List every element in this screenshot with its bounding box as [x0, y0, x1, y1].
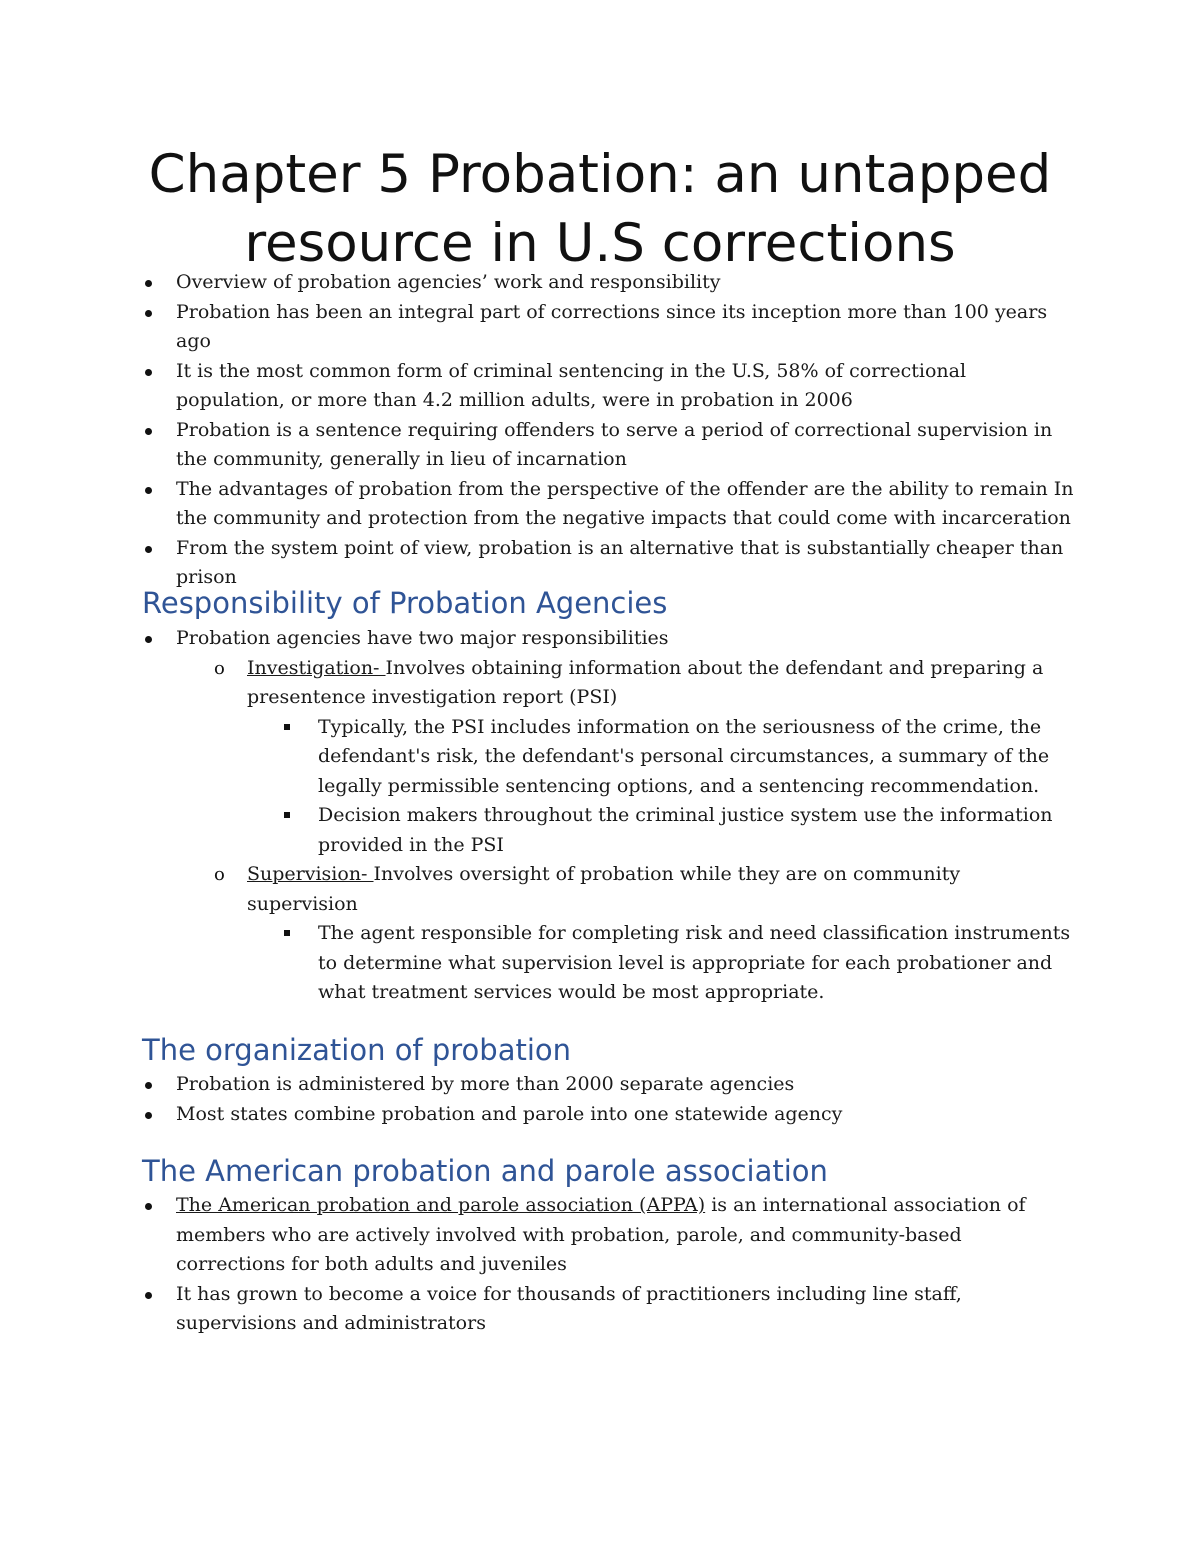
appa-bullet-list	[176, 1191, 1076, 1339]
organization-bullet-list	[176, 1070, 1076, 1129]
list-item: Probation is a sentence requiring offenders to serve a period of correctional supervision in the community, generally in lieu of incarnation	[176, 416, 1076, 475]
heading-responsibility: Responsibility of Probation Agencies	[142, 586, 668, 620]
investigation-details	[247, 713, 1076, 861]
heading-appa: The American probation and parole association	[142, 1154, 828, 1188]
supervision-text: Involves oversight of probation while they are on community supervision	[247, 863, 961, 915]
appa-description: is an international association of members who are actively involved with probation, parole, and community-based corrections for both adults and juveniles	[176, 1194, 1026, 1275]
list-item: Probation is administered by more than 2000 separate agencies	[176, 1070, 1076, 1100]
investigation-label: Investigation-	[247, 656, 386, 679]
responsibility-bullet-list	[176, 624, 1076, 1008]
list-item: Most states combine probation and parole into one statewide agency	[176, 1100, 1076, 1130]
list-item	[176, 1191, 1076, 1280]
detail-item: Decision makers throughout the criminal justice system use the information provided in the PSI	[318, 801, 1076, 860]
list-item: From the system point of view, probation is an alternative that is substantially cheaper than prison	[176, 534, 1076, 593]
heading-organization: The organization of probation	[142, 1033, 572, 1067]
list-item	[176, 624, 1076, 1008]
list-item: Overview of probation agencies’ work and responsibility	[176, 268, 1076, 298]
supervision-details	[247, 919, 1076, 1008]
supervision-label: Supervision-	[247, 863, 374, 885]
detail-item: Typically, the PSI includes information on the seriousness of the crime, the defendant's risk, the defendant's personal circumstances, a summary of the legally permissible sentencing options, and a sentencing recommendation.	[318, 713, 1076, 802]
list-item: The advantages of probation from the perspective of the offender are the ability to remain In the community and protection from the negative impacts that could come with incarceration	[176, 475, 1076, 534]
list-item: It has grown to become a voice for thousands of practitioners including line staff, supervisions and administrators	[176, 1280, 1076, 1339]
investigation-text: Involves obtaining information about the defendant and preparing a presentence investigation report (PSI)	[247, 656, 1044, 708]
document-title: Chapter 5 Probation: an untapped resource in U.S corrections	[148, 144, 1052, 274]
list-item: Probation has been an integral part of corrections since its inception more than 100 years ago	[176, 298, 1076, 357]
intro-bullet-list	[176, 268, 1076, 593]
responsibility-sublist	[176, 654, 1076, 1008]
sublist-item-investigation	[247, 654, 1076, 861]
detail-item: The agent responsible for completing risk and need classification instruments to determine what supervision level is appropriate for each probationer and what treatment services would be most appropriate.	[318, 919, 1076, 1008]
appa-name: The American probation and parole association (APPA)	[176, 1194, 706, 1216]
sublist-item-supervision	[247, 860, 1076, 1008]
list-item-text: Probation agencies have two major responsibilities	[176, 627, 669, 649]
list-item: It is the most common form of criminal sentencing in the U.S, 58% of correctional population, or more than 4.2 million adults, were in probation in 2006	[176, 357, 1076, 416]
